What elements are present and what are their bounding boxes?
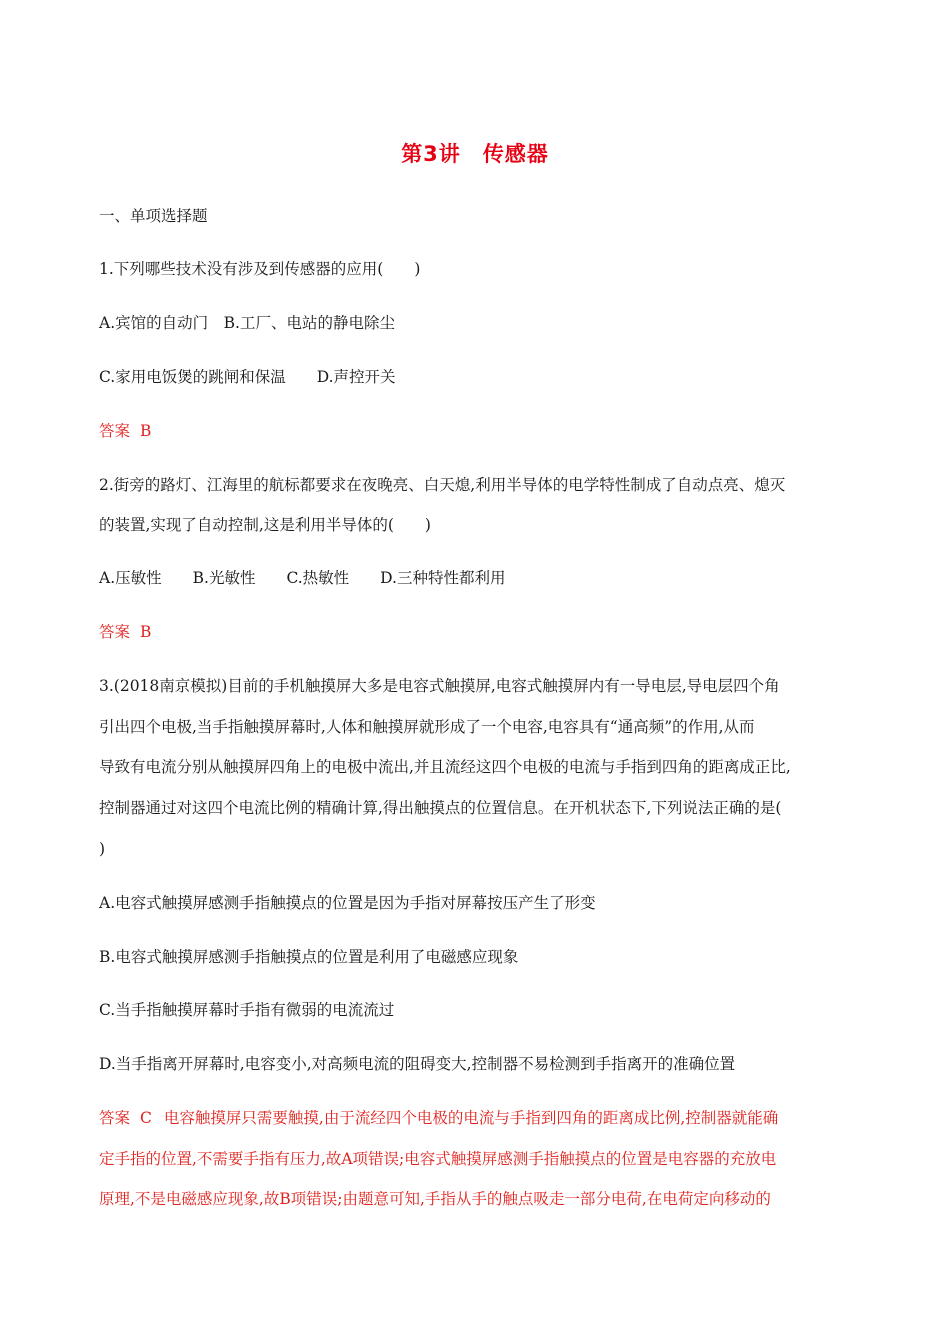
q3-option-a: A.电容式触摸屏感测手指触摸点的位置是因为手指对屏幕按压产生了形变 bbox=[99, 894, 596, 912]
q1-answer bbox=[99, 420, 859, 442]
q2-stem-line-1: 2.街旁的路灯、江海里的航标都要求在夜晚亮、白天熄,利用半导体的电学特性制成了自动点亮、熄灭 bbox=[99, 476, 786, 494]
q3-explanation-line-2: 定手指的位置,不需要手指有压力,故A项错误;电容式触摸屏感测手指触摸点的位置是电容器的充放电 bbox=[99, 1150, 777, 1168]
q3-stem-line-1: 3.(2018南京模拟)目前的手机触摸屏大多是电容式触摸屏,电容式触摸屏内有一导电层,导电层四个角 bbox=[99, 677, 780, 695]
q1-options-ab: A.宾馆的自动门 B.工厂、电站的静电除尘 bbox=[99, 314, 395, 332]
section-heading: 一、单项选择题 bbox=[99, 207, 208, 225]
answer-value: C bbox=[140, 1109, 152, 1127]
q3-stem-line-2: 引出四个电极,当手指触摸屏幕时,人体和触摸屏就形成了一个电容,电容具有“通高频”的作用,从而 bbox=[99, 718, 755, 736]
title-lecture-number: 第3讲 bbox=[401, 142, 461, 166]
answer-label: 答案 bbox=[99, 422, 131, 440]
q1-stem: 1.下列哪些技术没有涉及到传感器的应用( ) bbox=[99, 260, 421, 278]
page-title bbox=[0, 138, 950, 168]
explanation-text: 电容触摸屏只需要触摸,由于流经四个电极的电流与手指到四角的距离成比例,控制器就能确 bbox=[163, 1109, 779, 1127]
q3-option-c: C.当手指触摸屏幕时手指有微弱的电流流过 bbox=[99, 1001, 395, 1019]
q2-answer bbox=[99, 621, 859, 643]
q3-stem-line-5: ) bbox=[99, 840, 106, 858]
q3-option-d: D.当手指离开屏幕时,电容变小,对高频电流的阻碍变大,控制器不易检测到手指离开的准确位置 bbox=[99, 1055, 736, 1073]
q2-stem-line-2: 的装置,实现了自动控制,这是利用半导体的( ) bbox=[99, 516, 431, 534]
answer-value: B bbox=[140, 623, 152, 641]
q3-answer-line-1 bbox=[99, 1107, 859, 1129]
q2-options: A.压敏性 B.光敏性 C.热敏性 D.三种特性都利用 bbox=[99, 569, 506, 587]
answer-value: B bbox=[140, 422, 152, 440]
answer-label: 答案 bbox=[99, 623, 131, 641]
answer-label: 答案 bbox=[99, 1109, 131, 1127]
q1-options-cd: C.家用电饭煲的跳闸和保温 D.声控开关 bbox=[99, 368, 396, 386]
q3-stem-line-3: 导致有电流分别从触摸屏四角上的电极中流出,并且流经这四个电极的电流与手指到四角的距离成正比, bbox=[99, 758, 791, 776]
title-topic: 传感器 bbox=[482, 142, 549, 166]
q3-stem-line-4: 控制器通过对这四个电流比例的精确计算,得出触摸点的位置信息。在开机状态下,下列说法正确的是( bbox=[99, 799, 782, 817]
q3-explanation-line-3: 原理,不是电磁感应现象,故B项错误;由题意可知,手指从手的触点吸走一部分电荷,在电荷定向移动的 bbox=[99, 1190, 771, 1208]
q3-option-b: B.电容式触摸屏感测手指触摸点的位置是利用了电磁感应现象 bbox=[99, 948, 519, 966]
